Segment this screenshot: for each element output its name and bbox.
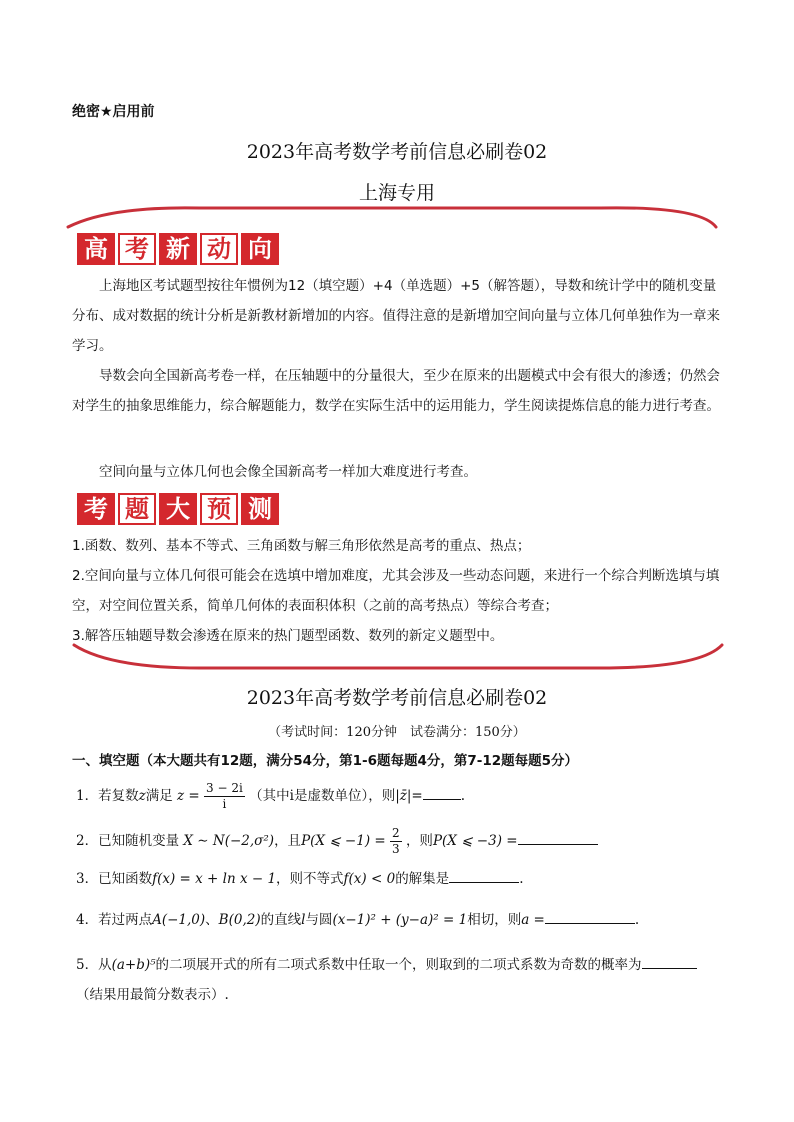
answer-blank[interactable] bbox=[449, 868, 519, 883]
news-badge bbox=[77, 233, 279, 265]
fraction: $\frac{3 - 2i}{i}$ bbox=[206, 781, 243, 811]
badge-char: 考 bbox=[118, 233, 156, 265]
top-arc bbox=[68, 208, 716, 227]
section-heading: 一、填空题（本大题共有12题，满分54分，第1-6题每题4分，第7-12题每题5分） bbox=[72, 753, 579, 769]
question-4: 4．若过两点A(−1,0)、B(0,2)的直线l与圆(x−1)² + (y−a)² = 1相切，则a = . bbox=[76, 908, 639, 928]
prediction-item: 2.空间向量与立体几何很可能会在选填中增加难度，尤其会涉及一些动态问题，来进行一个综合判断选填与填空，对空间位置关系，简单几何体的表面积体积（之前的高考热点）等综合考查； bbox=[72, 568, 720, 614]
question-3: 3．已知函数f(x) = x + ln x − 1，则不等式f(x) < 0的解集是 . bbox=[76, 867, 523, 887]
badge-char: 预 bbox=[200, 493, 238, 525]
badge-char: 高 bbox=[77, 233, 115, 265]
answer-blank[interactable] bbox=[518, 830, 598, 845]
prediction-list bbox=[72, 531, 722, 651]
news-paragraph-1: 上海地区考试题型按往年惯例为12（填空题）+4（单选题）+5（解答题），导数和统计学中的随机变量分布、成对数据的统计分析是新教材新增加的内容。值得注意的是新增加空间向量与立体几何单独作为一章来学习。 bbox=[72, 278, 720, 354]
badge-char: 向 bbox=[241, 233, 279, 265]
answer-blank[interactable] bbox=[423, 785, 461, 800]
prediction-item: 1.函数、数列、基本不等式、三角函数与解三角形依然是高考的重点、热点； bbox=[72, 538, 531, 554]
news-paragraph-3: 空间向量与立体几何也会像全国新高考一样加大难度进行考查。 bbox=[99, 464, 477, 480]
badge-char: 考 bbox=[77, 493, 115, 525]
badge-char: 大 bbox=[159, 493, 197, 525]
predict-badge bbox=[77, 493, 279, 525]
question-5: 5．从(a+b)⁵的二项展开式的所有二项式系数中任取一个，则取到的二项式系数为奇数的概率为 （结果用最简分数表示）. bbox=[76, 950, 726, 1010]
badge-char: 测 bbox=[241, 493, 279, 525]
exam-title: 2023年高考数学考前信息必刷卷02 bbox=[246, 687, 548, 709]
exam-info: （考试时间：120分钟 试卷满分：150分） bbox=[268, 725, 526, 740]
confidential-label: 绝密★启用前 bbox=[72, 104, 155, 120]
answer-blank[interactable] bbox=[642, 954, 697, 969]
question-1: 1．若复数z满足 z = $\frac{3 - 2i}{i}$ （其中i是虚数单位），则|z̄|= . bbox=[76, 781, 466, 811]
question-2: 2．已知随机变量 X ∼ N(−2,σ²)，且P(X ⩽ −1) = $\frac{2}{3}$ ，则P(X ⩽ −3) = bbox=[76, 826, 598, 857]
badge-char: 题 bbox=[118, 493, 156, 525]
badge-char: 动 bbox=[200, 233, 238, 265]
answer-blank[interactable] bbox=[545, 909, 635, 924]
prediction-item: 3.解答压轴题导数会渗透在原来的热门题型函数、数列的新定义题型中。 bbox=[72, 628, 504, 644]
badge-char: 新 bbox=[159, 233, 197, 265]
fraction: $\frac{2}{3}$ bbox=[392, 826, 400, 856]
news-paragraph-2: 导数会向全国新高考卷一样，在压轴题中的分量很大，至少在原来的出题模式中会有很大的渗透；仍然会对学生的抽象思维能力，综合解题能力，数学在实际生活中的运用能力，学生阅读提炼信息的能力进行考查。 bbox=[72, 368, 720, 414]
page-title: 2023年高考数学考前信息必刷卷02 bbox=[246, 141, 548, 163]
page-subtitle: 上海专用 bbox=[358, 182, 435, 204]
